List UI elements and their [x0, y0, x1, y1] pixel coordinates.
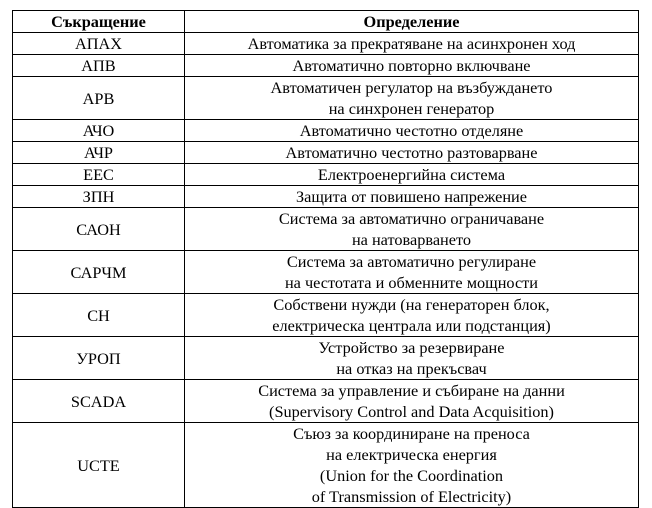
abbreviations-table — [12, 10, 639, 508]
abbreviation-cell: УРОП — [13, 337, 185, 380]
table-row — [13, 77, 639, 120]
table-row — [13, 186, 639, 208]
definition-line: на честотата и обменните мощности — [284, 273, 539, 292]
definition-cell — [185, 423, 639, 508]
table-row — [13, 142, 639, 164]
definition-cell — [185, 186, 639, 208]
abbreviation-cell: АЧР — [13, 142, 185, 164]
abbreviation-cell: АПВ — [13, 55, 185, 77]
definition-line: (Supervisory Control and Data Acquisition) — [269, 402, 554, 421]
definition-line: Система за управление и събиране на данни — [258, 381, 565, 400]
definition-line: Автоматично честотно отделяне — [299, 121, 524, 140]
table-row — [13, 33, 639, 55]
definition-line: Система за автоматично регулиране — [286, 252, 537, 271]
definition-cell — [185, 164, 639, 186]
table-row — [13, 337, 639, 380]
definition-line: Електроенергийна система — [317, 165, 506, 184]
abbreviation-cell: АРВ — [13, 77, 185, 120]
abbreviation-cell: ЕЕС — [13, 164, 185, 186]
definition-line: Съюз за координиране на преноса — [293, 424, 530, 443]
definition-line: на електрическа енергия — [326, 445, 497, 464]
definition-line: Устройство за резервиране — [318, 338, 505, 357]
table-row — [13, 251, 639, 294]
definition-cell — [185, 55, 639, 77]
definition-cell — [185, 208, 639, 251]
abbreviation-cell: АПАХ — [13, 33, 185, 55]
definition-line: Автоматично честотно разтоварване — [285, 143, 538, 162]
definition-cell — [185, 337, 639, 380]
definition-line: Система за автоматично ограничаване — [278, 209, 545, 228]
table-row — [13, 423, 639, 508]
table-row — [13, 164, 639, 186]
definition-line: Автоматика за прекратяване на асинхронен ход — [247, 34, 576, 53]
definition-line: електрическа централа или подстанция) — [272, 316, 551, 335]
definition-line: (Union for the Coordination — [319, 466, 504, 485]
abbreviation-cell: САОН — [13, 208, 185, 251]
definition-line: Автоматично повторно включване — [292, 56, 531, 75]
table-row — [13, 55, 639, 77]
table-row — [13, 208, 639, 251]
definition-line: Защита от повишено напрежение — [295, 187, 527, 206]
definition-line: Автоматичен регулатор на възбуждането — [270, 78, 553, 97]
table-row — [13, 120, 639, 142]
definition-cell — [185, 120, 639, 142]
abbreviation-cell: АЧО — [13, 120, 185, 142]
header-abbreviation: Съкращение — [13, 11, 185, 33]
definition-cell — [185, 77, 639, 120]
definition-line: на натоварването — [351, 230, 472, 249]
abbreviation-cell: САРЧМ — [13, 251, 185, 294]
definition-line: на синхронен генератор — [328, 99, 495, 118]
definition-cell — [185, 251, 639, 294]
definition-line: Собствени нужди (на генераторен блок, — [273, 295, 550, 314]
table-body — [13, 33, 639, 508]
definition-cell — [185, 294, 639, 337]
definition-line: на отказ на прекъсвач — [336, 359, 487, 378]
table-header-row — [13, 11, 639, 33]
table-row — [13, 294, 639, 337]
abbreviation-cell: ЗПН — [13, 186, 185, 208]
abbreviation-cell: SCADA — [13, 380, 185, 423]
table-row — [13, 380, 639, 423]
definition-cell — [185, 142, 639, 164]
definition-line: of Transmission of Electricity) — [311, 487, 512, 506]
abbreviation-cell: СН — [13, 294, 185, 337]
definition-cell — [185, 33, 639, 55]
definition-cell — [185, 380, 639, 423]
abbreviation-cell: UCTE — [13, 423, 185, 508]
header-definition: Определение — [185, 11, 639, 33]
